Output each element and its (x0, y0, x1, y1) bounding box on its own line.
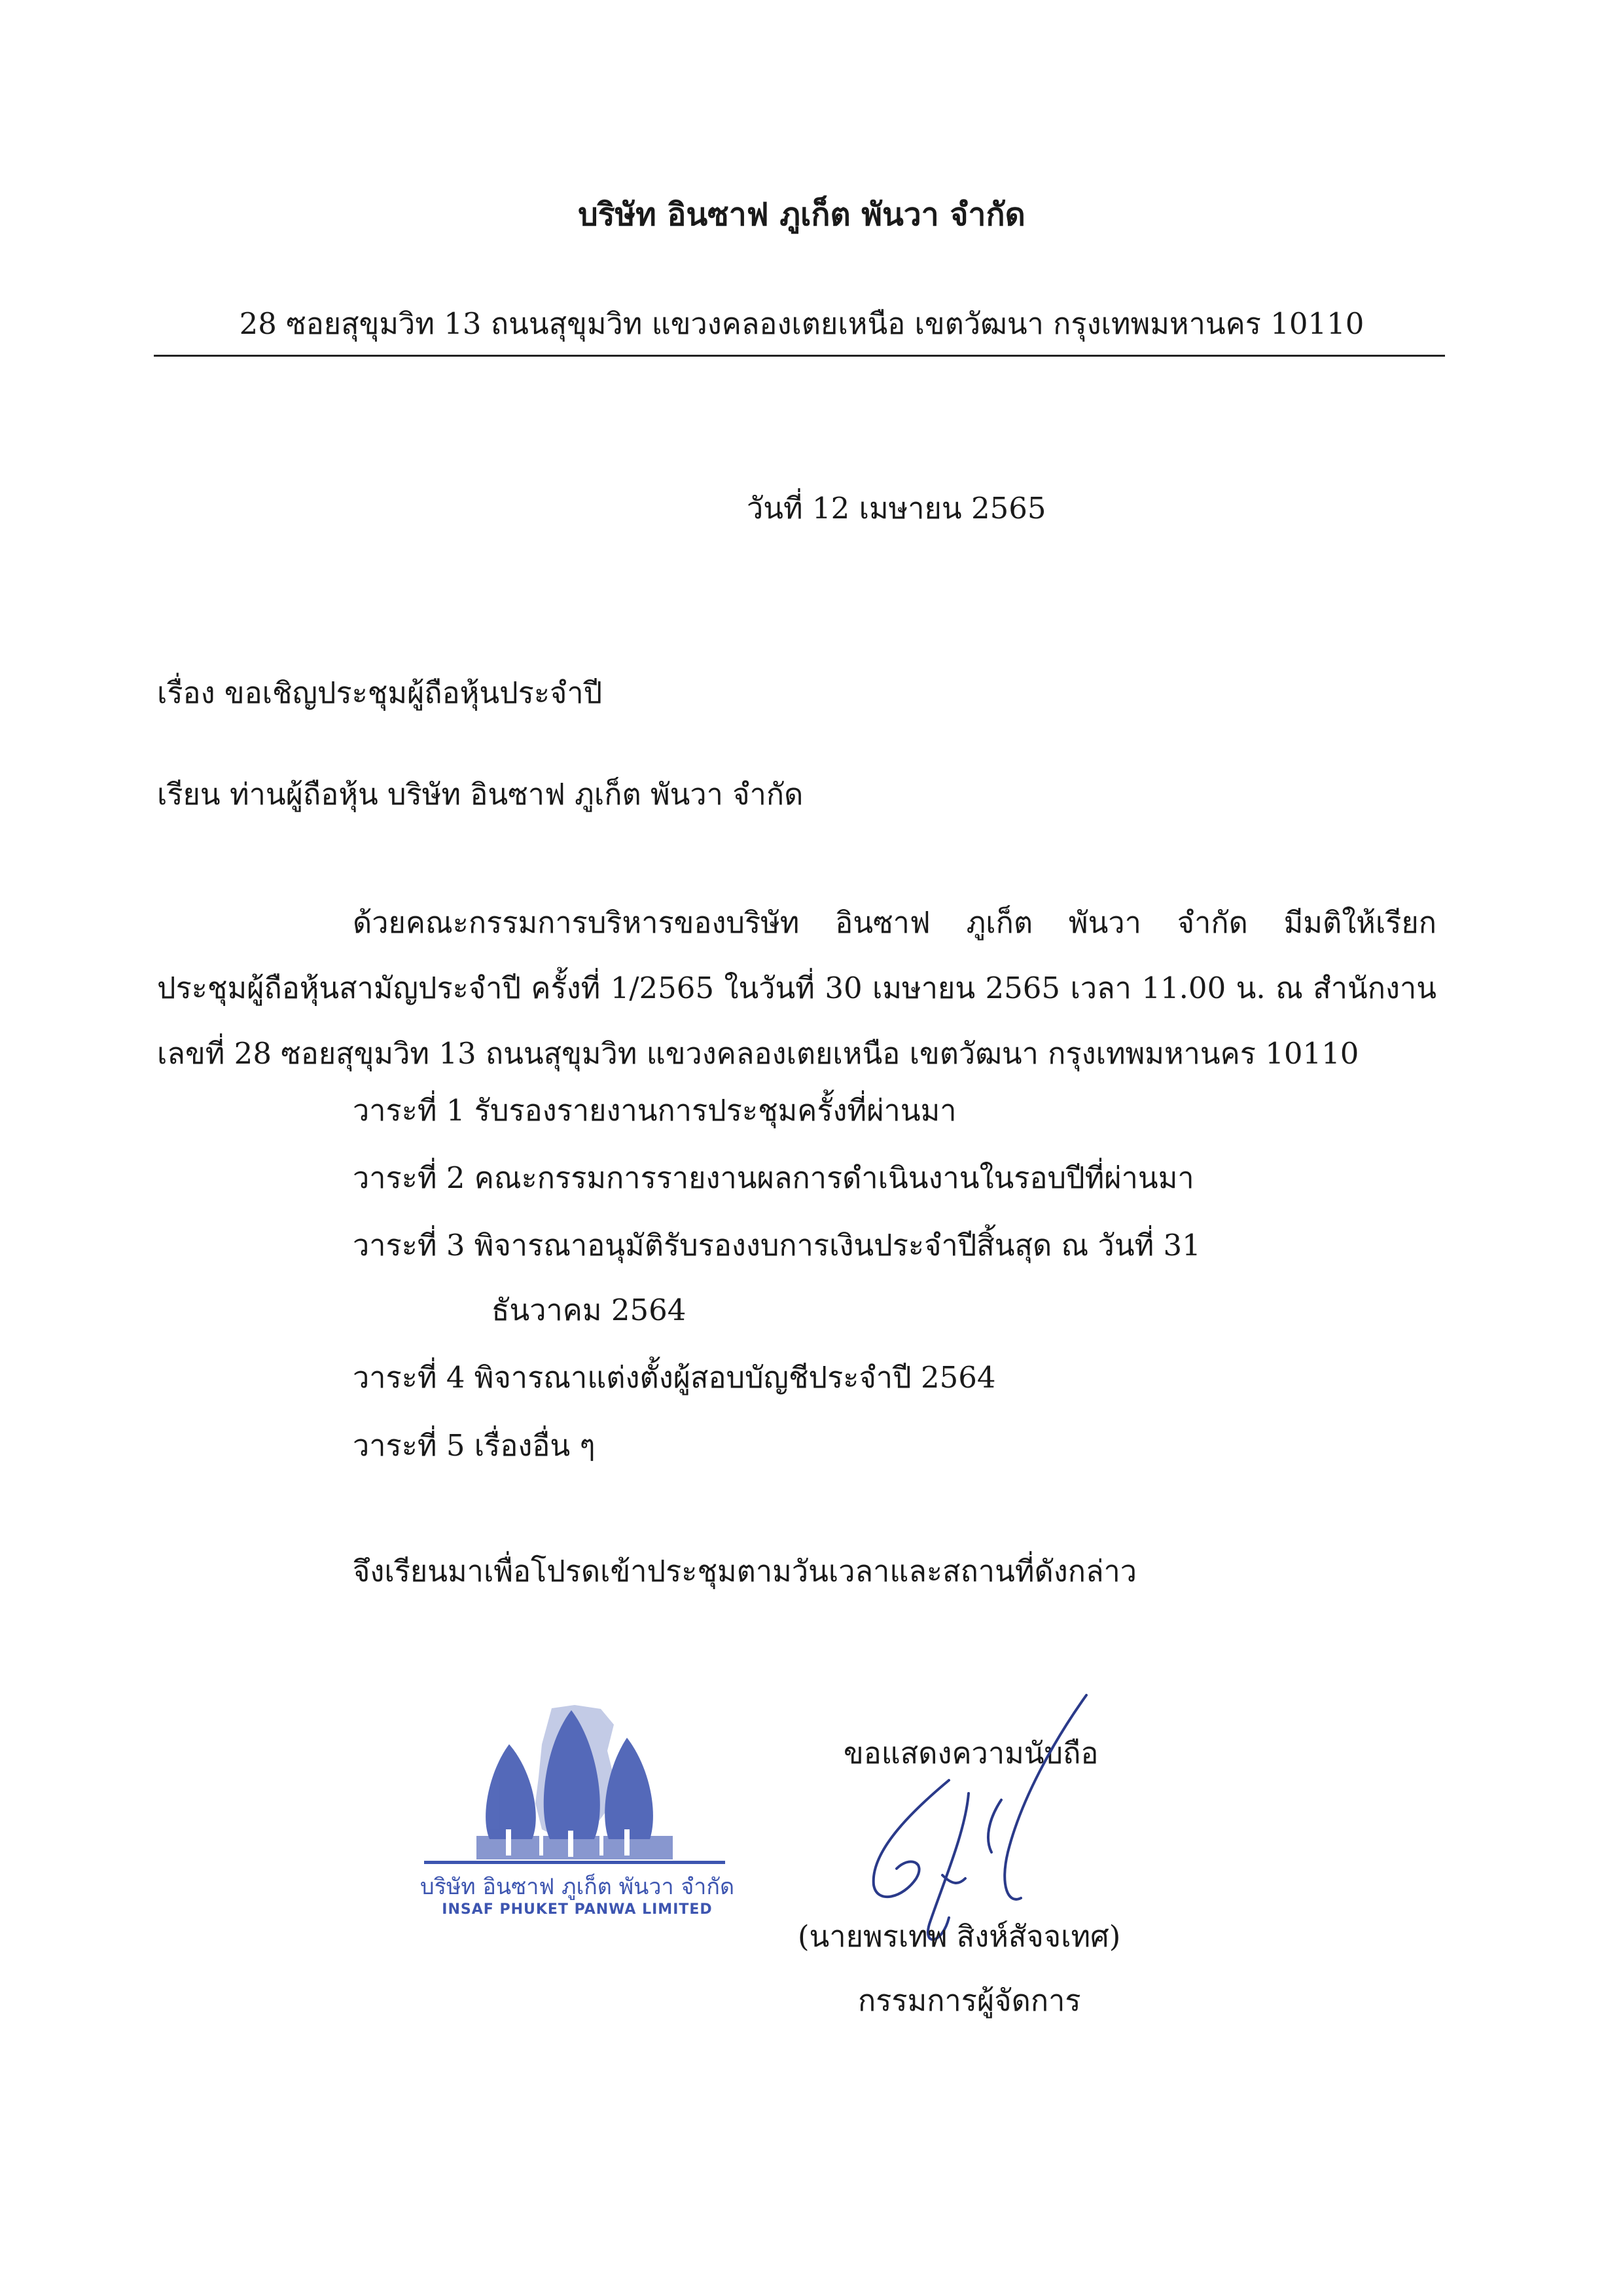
signatory-title: กรรมการผู้จัดการ (858, 1983, 1081, 2018)
letter-date: วันที่ 12 เมษายน 2565 (747, 491, 1046, 526)
body-line-3: เลขที่ 28 ซอยสุขุมวิท 13 ถนนสุขุมวิท แขวงคลองเตยเหนือ เขตวัฒนา กรุงเทพมหานคร 10110 (157, 1036, 1359, 1071)
agenda-item-2: วาระที่ 2 คณะกรรมการรายงานผลการดำเนินงานในรอบปีที่ผ่านมา (353, 1160, 1194, 1195)
body-line-2: ประชุมผู้ถือหุ้นสามัญประจำปี ครั้งที่ 1/2565 ในวันที่ 30 เมษายน 2565 เวลา 11.00 น. ณ สำนักงาน (157, 971, 1436, 1005)
seal-name-thai: บริษัท อินซาฟ ภูเก็ต พันวา จำกัด (420, 1874, 735, 1900)
agenda-item-5: วาระที่ 5 เรื่องอื่น ๆ (353, 1428, 596, 1463)
agenda-item-4: วาระที่ 4 พิจารณาแต่งตั้งผู้สอบบัญชีประจำปี 2564 (353, 1360, 996, 1395)
regards-text: ขอแสดงความนับถือ (844, 1736, 1099, 1770)
tree-logo-icon (411, 1705, 738, 1869)
company-seal (411, 1705, 738, 1934)
letter-subject: เรื่อง ขอเชิญประชุมผู้ถือหุ้นประจำปี (157, 675, 603, 710)
agenda-item-1: วาระที่ 1 รับรองรายงานการประชุมครั้งที่ผ่านมา (353, 1093, 957, 1128)
closing-sentence: จึงเรียนมาเพื่อโปรดเข้าประชุมตามวันเวลาและสถานที่ดังกล่าว (353, 1554, 1137, 1588)
letter-recipient: เรียน ท่านผู้ถือหุ้น บริษัท อินซาฟ ภูเก็ต พันวา จำกัด (157, 777, 804, 812)
company-name: บริษัท อินซาฟ ภูเก็ต พันวา จำกัด (578, 196, 1026, 233)
body-line-1: ด้วยคณะกรรมการบริหารของบริษัท อินซาฟ ภูเก็ต พันวา จำกัด มีมติให้เรียก (353, 905, 1436, 940)
seal-name-english: INSAF PHUKET PANWA LIMITED (442, 1901, 713, 1918)
letterhead-divider (154, 355, 1445, 357)
signatory-name: (นายพรเทพ สิงห์สัจจเทศ) (798, 1919, 1121, 1954)
agenda-item-3-continued: ธันวาคม 2564 (491, 1293, 687, 1327)
agenda-item-3: วาระที่ 3 พิจารณาอนุมัติรับรองงบการเงินประจำปีสิ้นสุด ณ วันที่ 31 (353, 1228, 1201, 1263)
company-address: 28 ซอยสุขุมวิท 13 ถนนสุขุมวิท แขวงคลองเตยเหนือ เขตวัฒนา กรุงเทพมหานคร 10110 (239, 306, 1364, 341)
body-paragraph (157, 890, 1436, 1086)
